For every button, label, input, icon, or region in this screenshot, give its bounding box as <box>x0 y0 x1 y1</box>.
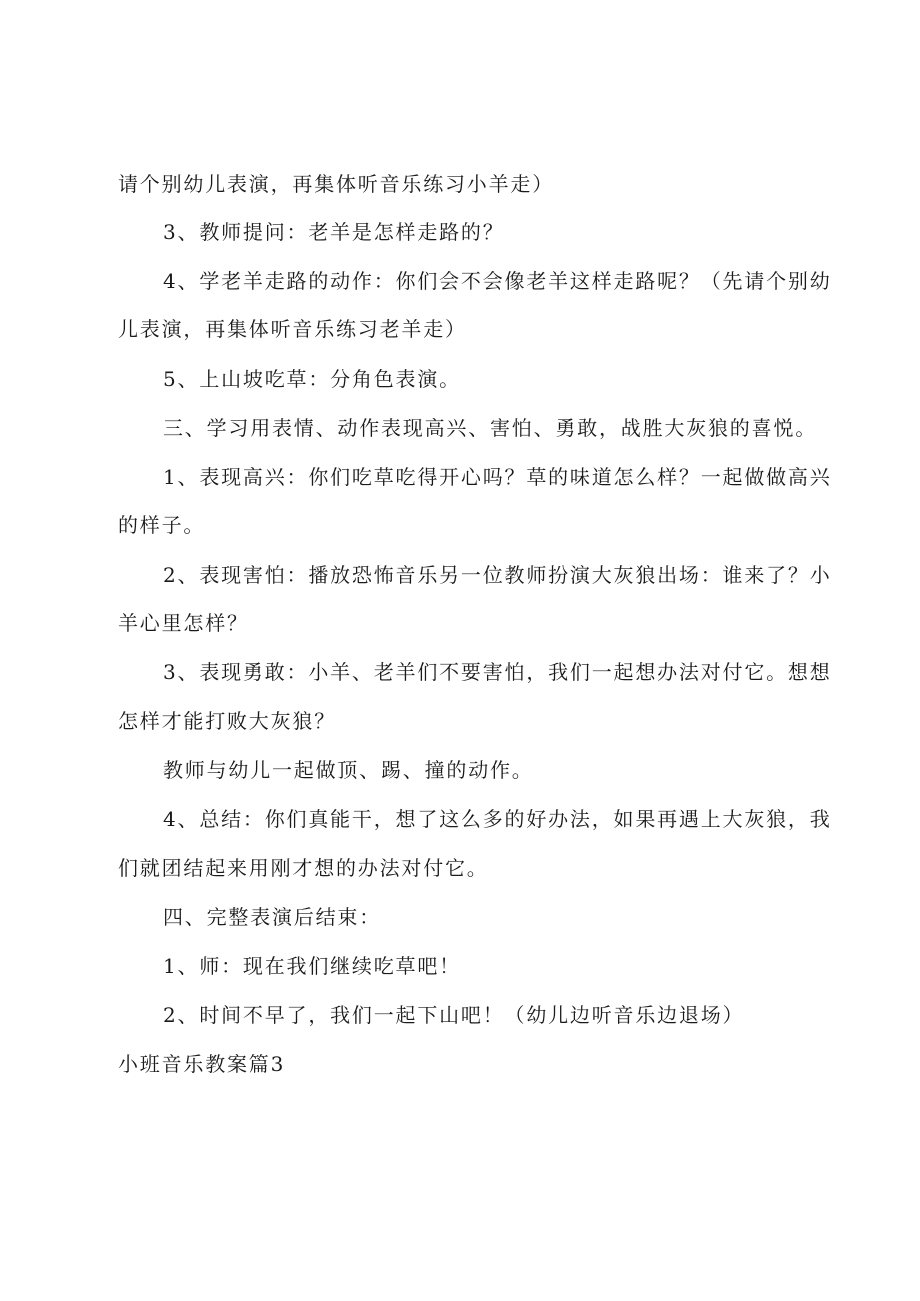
paragraph-line: 4、学老羊走路的动作：你们会不会像老羊这样走路呢？（先请个别幼 <box>163 269 832 293</box>
paragraph-line: 的样子。 <box>118 513 206 537</box>
section-heading: 三、学习用表情、动作表现高兴、害怕、勇敢，战胜大灰狼的喜悦。 <box>163 416 817 440</box>
paragraph-line: 3、教师提问：老羊是怎样走路的？ <box>163 220 505 244</box>
paragraph-line: 3、表现勇敢：小羊、老羊们不要害怕，我们一起想办法对付它。想想 <box>163 660 832 684</box>
paragraph-line: 怎样才能打败大灰狼？ <box>118 709 336 733</box>
paragraph-line: 2、时间不早了，我们一起下山吧！（幼儿边听音乐边退场） <box>163 1003 745 1027</box>
paragraph-line: 5、上山坡吃草：分角色表演。 <box>163 367 461 391</box>
section-heading: 四、完整表演后结束： <box>163 905 381 929</box>
paragraph-line: 羊心里怎样？ <box>118 611 249 635</box>
document-heading: 小班音乐教案篇3 <box>118 1052 286 1076</box>
paragraph-line: 们就团结起来用刚才想的办法对付它。 <box>118 856 489 880</box>
paragraph-line: 1、师：现在我们继续吃草吧！ <box>163 954 461 978</box>
paragraph-line: 教师与幼儿一起做顶、踢、撞的动作。 <box>163 758 534 782</box>
paragraph-line: 儿表演，再集体听音乐练习老羊走） <box>118 317 467 341</box>
paragraph-line: 4、总结：你们真能干，想了这么多的好办法，如果再遇上大灰狼，我 <box>163 807 832 831</box>
paragraph-line: 2、表现害怕：播放恐怖音乐另一位教师扮演大灰狼出场：谁来了？小 <box>163 563 832 587</box>
paragraph-line: 请个别幼儿表演，再集体听音乐练习小羊走） <box>118 172 554 196</box>
paragraph-line: 1、表现高兴：你们吃草吃得开心吗？草的味道怎么样？一起做做高兴 <box>163 465 832 489</box>
